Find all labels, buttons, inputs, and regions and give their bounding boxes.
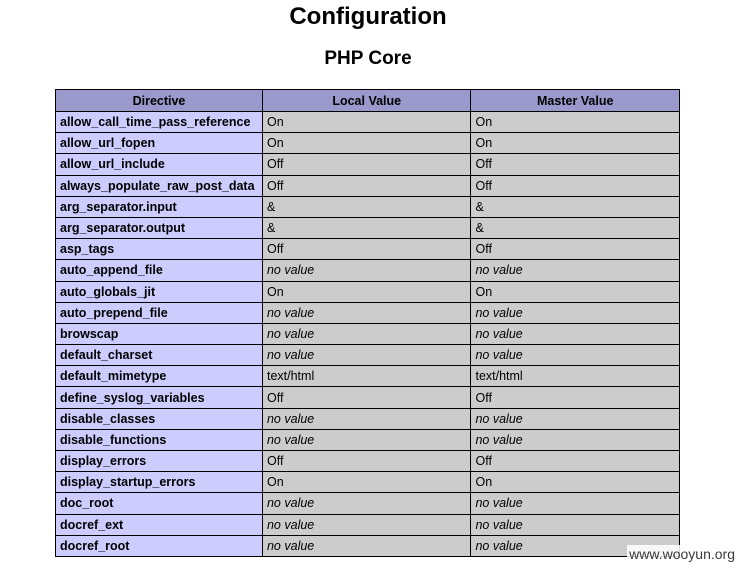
directive-cell: auto_prepend_file — [56, 302, 263, 323]
master-value-cell: no value — [471, 535, 680, 556]
table-row — [56, 514, 680, 535]
master-value-cell: On — [471, 472, 680, 493]
directive-cell: display_startup_errors — [56, 472, 263, 493]
directive-cell: asp_tags — [56, 239, 263, 260]
column-header-directive: Directive — [56, 90, 263, 112]
local-value-cell: Off — [262, 154, 470, 175]
master-value-cell: Off — [471, 387, 680, 408]
table-row — [56, 472, 680, 493]
directive-cell: default_charset — [56, 345, 263, 366]
master-value-cell: no value — [471, 345, 680, 366]
local-value-cell: On — [262, 133, 470, 154]
directive-cell: doc_root — [56, 493, 263, 514]
master-value-cell: no value — [471, 302, 680, 323]
directive-cell: always_populate_raw_post_data — [56, 175, 263, 196]
local-value-cell: no value — [262, 514, 470, 535]
directive-cell: display_errors — [56, 451, 263, 472]
master-value-cell: & — [471, 196, 680, 217]
table-row — [56, 323, 680, 344]
table-row — [56, 366, 680, 387]
table-row — [56, 133, 680, 154]
master-value-cell: no value — [471, 260, 680, 281]
master-value-cell: no value — [471, 493, 680, 514]
config-table — [55, 89, 680, 557]
table-row — [56, 451, 680, 472]
directive-cell: disable_classes — [56, 408, 263, 429]
table-row — [56, 196, 680, 217]
table-row — [56, 493, 680, 514]
master-value-cell: On — [471, 112, 680, 133]
local-value-cell: Off — [262, 451, 470, 472]
directive-cell: auto_globals_jit — [56, 281, 263, 302]
local-value-cell: no value — [262, 535, 470, 556]
directive-cell: default_mimetype — [56, 366, 263, 387]
column-header-local-value: Local Value — [262, 90, 470, 112]
directive-cell: define_syslog_variables — [56, 387, 263, 408]
master-value-cell: Off — [471, 154, 680, 175]
local-value-cell: & — [262, 196, 470, 217]
column-header-master-value: Master Value — [471, 90, 680, 112]
local-value-cell: On — [262, 112, 470, 133]
local-value-cell: no value — [262, 260, 470, 281]
master-value-cell: text/html — [471, 366, 680, 387]
master-value-cell: & — [471, 217, 680, 238]
local-value-cell: no value — [262, 408, 470, 429]
master-value-cell: On — [471, 133, 680, 154]
local-value-cell: Off — [262, 239, 470, 260]
local-value-cell: no value — [262, 429, 470, 450]
master-value-cell: no value — [471, 323, 680, 344]
table-row — [56, 535, 680, 556]
master-value-cell: Off — [471, 451, 680, 472]
watermark: www.wooyun.org — [629, 546, 735, 562]
table-row — [56, 387, 680, 408]
table-row — [56, 302, 680, 323]
section-title: PHP Core — [324, 48, 412, 69]
master-value-cell: Off — [471, 175, 680, 196]
table-header-row — [56, 90, 680, 112]
local-value-cell: no value — [262, 302, 470, 323]
directive-cell: docref_root — [56, 535, 263, 556]
local-value-cell: no value — [262, 493, 470, 514]
local-value-cell: & — [262, 217, 470, 238]
master-value-cell: On — [471, 281, 680, 302]
directive-cell: disable_functions — [56, 429, 263, 450]
local-value-cell: no value — [262, 345, 470, 366]
table-row — [56, 345, 680, 366]
table-row — [56, 408, 680, 429]
directive-cell: arg_separator.input — [56, 196, 263, 217]
table-row — [56, 260, 680, 281]
directive-cell: auto_append_file — [56, 260, 263, 281]
table-row — [56, 239, 680, 260]
master-value-cell: no value — [471, 429, 680, 450]
local-value-cell: text/html — [262, 366, 470, 387]
directive-cell: docref_ext — [56, 514, 263, 535]
local-value-cell: Off — [262, 387, 470, 408]
directive-cell: allow_url_fopen — [56, 133, 263, 154]
page-title: Configuration — [289, 3, 447, 30]
table-row — [56, 429, 680, 450]
master-value-cell: no value — [471, 408, 680, 429]
table-body — [56, 112, 680, 557]
table-row — [56, 281, 680, 302]
table-row — [56, 112, 680, 133]
master-value-cell: no value — [471, 514, 680, 535]
directive-cell: arg_separator.output — [56, 217, 263, 238]
master-value-cell: Off — [471, 239, 680, 260]
local-value-cell: no value — [262, 323, 470, 344]
table-row — [56, 217, 680, 238]
local-value-cell: On — [262, 281, 470, 302]
table-row — [56, 175, 680, 196]
table-row — [56, 154, 680, 175]
local-value-cell: On — [262, 472, 470, 493]
directive-cell: allow_url_include — [56, 154, 263, 175]
local-value-cell: Off — [262, 175, 470, 196]
directive-cell: allow_call_time_pass_reference — [56, 112, 263, 133]
directive-cell: browscap — [56, 323, 263, 344]
